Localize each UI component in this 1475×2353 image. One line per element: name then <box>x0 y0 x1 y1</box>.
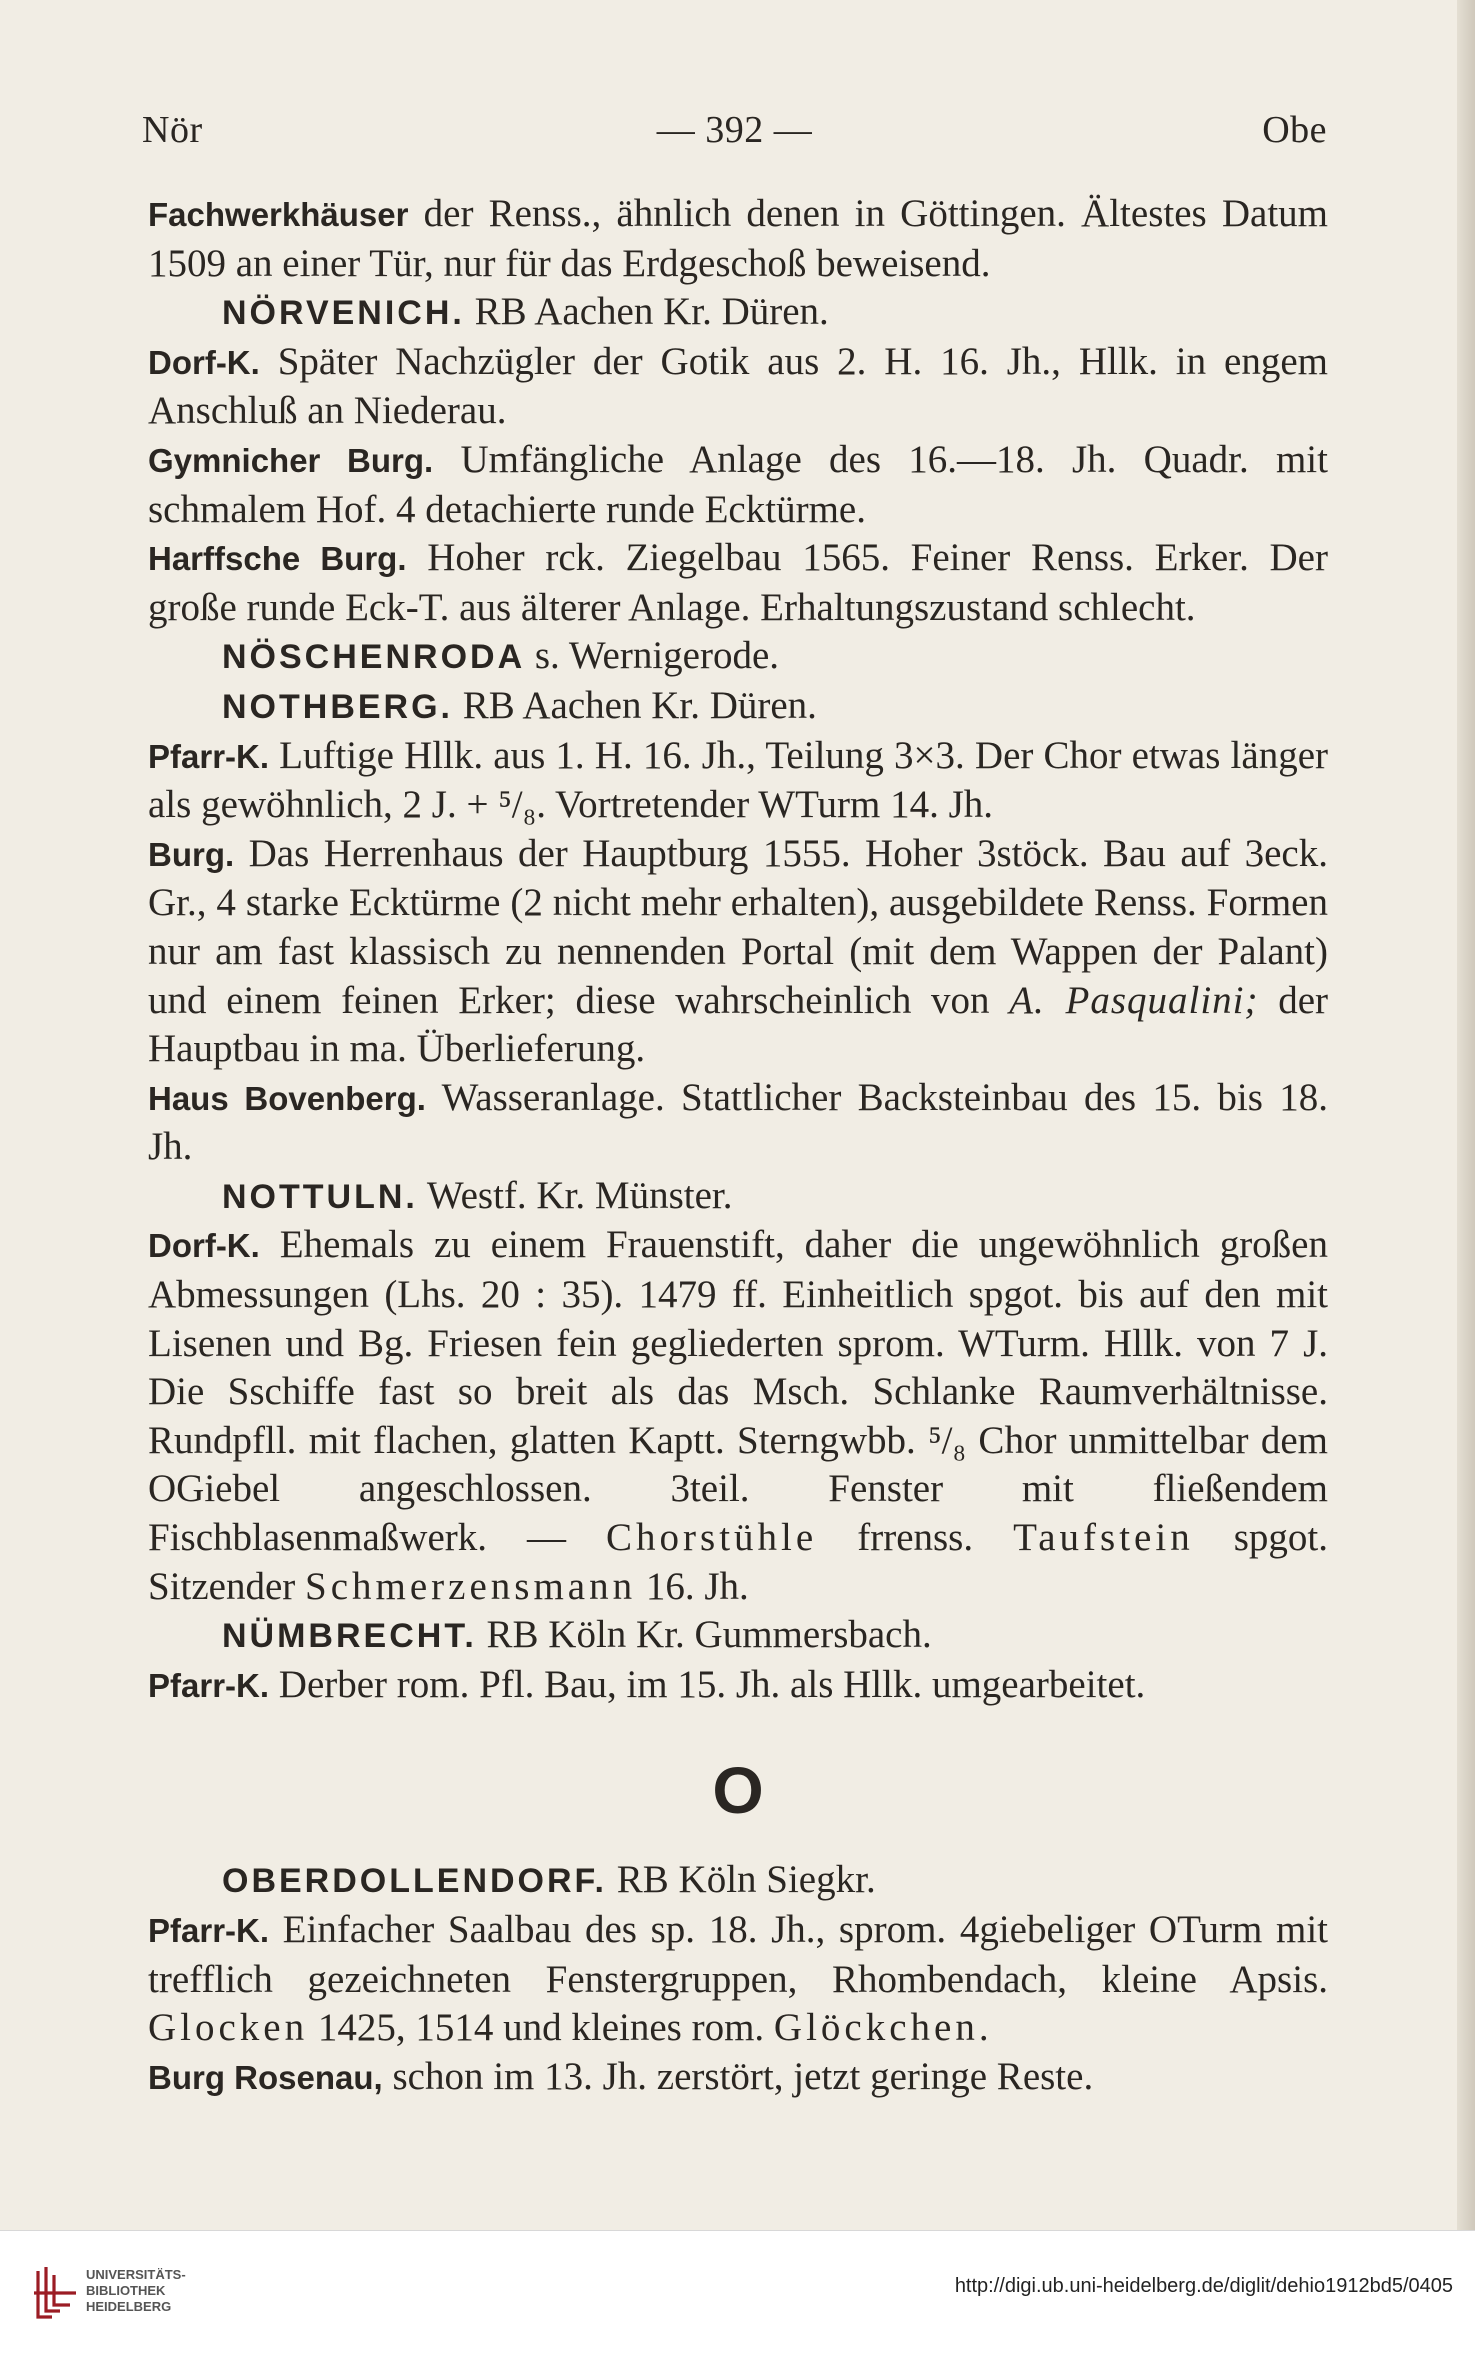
library-name: UNIVERSITÄTS- BIBLIOTHEK HEIDELBERG <box>86 2267 186 2314</box>
page-number: — 392 — <box>656 109 813 151</box>
permalink[interactable]: http://digi.ub.uni-heidelberg.de/diglit/dehio1912bd5/0405 <box>954 2275 1453 2297</box>
paragraph: Dorf-K. Ehemals zu einem Frauenstift, daher die ungewöhnlich großen Abmessungen (Lhs. 20 : 35). 1479 ff. Einheitlich spgot. bis auf den mit Lisenen und Bg. Friesen fein gegliederten sprom. WTurm. Hllk. von 7 J. Die Sschiffe fast so breit als das Msch. Schlanke Raumverhältnisse. Rundpfll. mit flachen, glatten Kaptt. Sterngwbb. ⁵/₈ Chor unmittelbar dem OGiebel angeschlossen. 3teil. Fenster mit fließendem Fischblasenmaßwerk. — Chorstühle frrenss. Taufstein spgot. Sitzender Schmerzensmann 16. Jh. <box>148 1223 1328 1608</box>
place-name: NÖRVENICH. <box>222 294 465 333</box>
paragraph: Dorf-K. Später Nachzügler der Gotik aus 2. H. 16. Jh., Hllk. in engem Anschluß an Niederau. <box>148 339 1328 433</box>
place-name: NÜMBRECHT. <box>222 1617 477 1656</box>
entry-label: Pfarr-K. <box>148 1912 270 1949</box>
place-heading: OBERDOLLENDORF. RB Köln Siegkr. <box>222 1858 876 1902</box>
place-heading: NOTHBERG. RB Aachen Kr. Düren. <box>222 683 817 727</box>
entry-label: Dorf-K. <box>148 343 260 381</box>
paragraph: Harffsche Burg. Hoher rck. Ziegelbau 1565. Feiner Renss. Erker. Der große runde Eck-T. aus älterer Anlage. Erhaltungszustand schlecht. <box>148 536 1328 629</box>
entry-label: Harffsche Burg. <box>148 540 407 578</box>
paragraph: Pfarr-K. Luftige Hllk. aus 1. H. 16. Jh., Teilung 3×3. Der Chor etwas länger als gewöhnlich, 2 J. + ⁵/₈. Vortretender WTurm 14. Jh. <box>148 733 1328 827</box>
body-text <box>148 190 1328 2102</box>
viewer-footer <box>0 2230 1475 2353</box>
place-heading: NÖSCHENRODA s. Wernigerode. <box>222 634 780 678</box>
entry-label: Burg. <box>148 835 235 873</box>
entry-label: Gymnicher Burg. <box>148 441 434 479</box>
paragraph: Gymnicher Burg. Umfängliche Anlage des 16.—18. Jh. Quadr. mit schmalem Hof. 4 detachierte runde Ecktürme. <box>148 437 1328 531</box>
university-library-logo-icon <box>30 2263 80 2325</box>
place-heading: NOTTULN. Westf. Kr. Münster. <box>222 1173 733 1217</box>
paragraph: Pfarr-K. Einfacher Saalbau des sp. 18. Jh., sprom. 4giebeliger OTurm mit trefflich gezeichneten Fenstergruppen, Rhombendach, kleine Apsis. Glocken 1425, 1514 und kleines rom. Glöckchen. <box>148 1908 1328 2050</box>
place-heading: NÜMBRECHT. RB Köln Kr. Gummersbach. <box>222 1613 932 1657</box>
running-header <box>142 108 1327 168</box>
header-right: Obe <box>1262 109 1327 151</box>
paragraph: Pfarr-K. Derber rom. Pfl. Bau, im 15. Jh. als Hllk. umgearbeitet. <box>148 1662 1146 1706</box>
spaced-term: Glocken <box>148 2006 309 2050</box>
entry-label: Haus Bovenberg. <box>148 1079 426 1117</box>
paragraph: Haus Bovenberg. Wasseranlage. Stattlicher Backsteinbau des 15. bis 18. Jh. <box>148 1075 1328 1169</box>
entry-label: Fachwerkhäuser <box>148 196 409 233</box>
spaced-term: Taufstein <box>1013 1516 1194 1560</box>
place-name: NOTHBERG. <box>222 687 453 726</box>
header-left: Nör <box>142 109 203 151</box>
artist-name: A. Pasqualini; <box>1009 978 1259 1022</box>
spaced-term: Glöckchen <box>773 2006 979 2050</box>
page-edge <box>1457 0 1475 2230</box>
paragraph: Burg. Das Herrenhaus der Hauptburg 1555. Hoher 3stöck. Bau auf 3eck. Gr., 4 starke Ecktürme (2 nicht mehr erhalten), ausgebildete Renss. Formen nur am fast klassisch zu nennenden Portal (mit dem Wappen der Palant) und einem feinen Erker; diese wahrscheinlich von A. Pasqualini; der Hauptbau in ma. Überlieferung. <box>148 831 1328 1071</box>
spaced-term: Schmerzensmann <box>305 1564 637 1608</box>
place-name: NÖSCHENRODA <box>222 638 526 677</box>
section-letter: O <box>712 1753 764 1828</box>
entry-label: Pfarr-K. <box>148 737 270 775</box>
place-name: OBERDOLLENDORF. <box>222 1862 607 1901</box>
entry-label: Burg Rosenau, <box>148 2058 383 2096</box>
entry-label: Dorf-K. <box>148 1227 260 1265</box>
paragraph: Fachwerkhäuser der Renss., ähnlich denen in Göttingen. Ältestes Datum 1509 an einer Tür, nur für das Erdgeschoß beweisend. <box>148 192 1328 285</box>
entry-label: Pfarr-K. <box>148 1666 270 1704</box>
spaced-term: Chorstühle <box>606 1516 818 1560</box>
place-heading: NÖRVENICH. RB Aachen Kr. Düren. <box>222 290 829 334</box>
paragraph: Burg Rosenau, schon im 13. Jh. zerstört, jetzt geringe Reste. <box>148 2054 1094 2098</box>
place-name: NOTTULN. <box>222 1177 418 1216</box>
